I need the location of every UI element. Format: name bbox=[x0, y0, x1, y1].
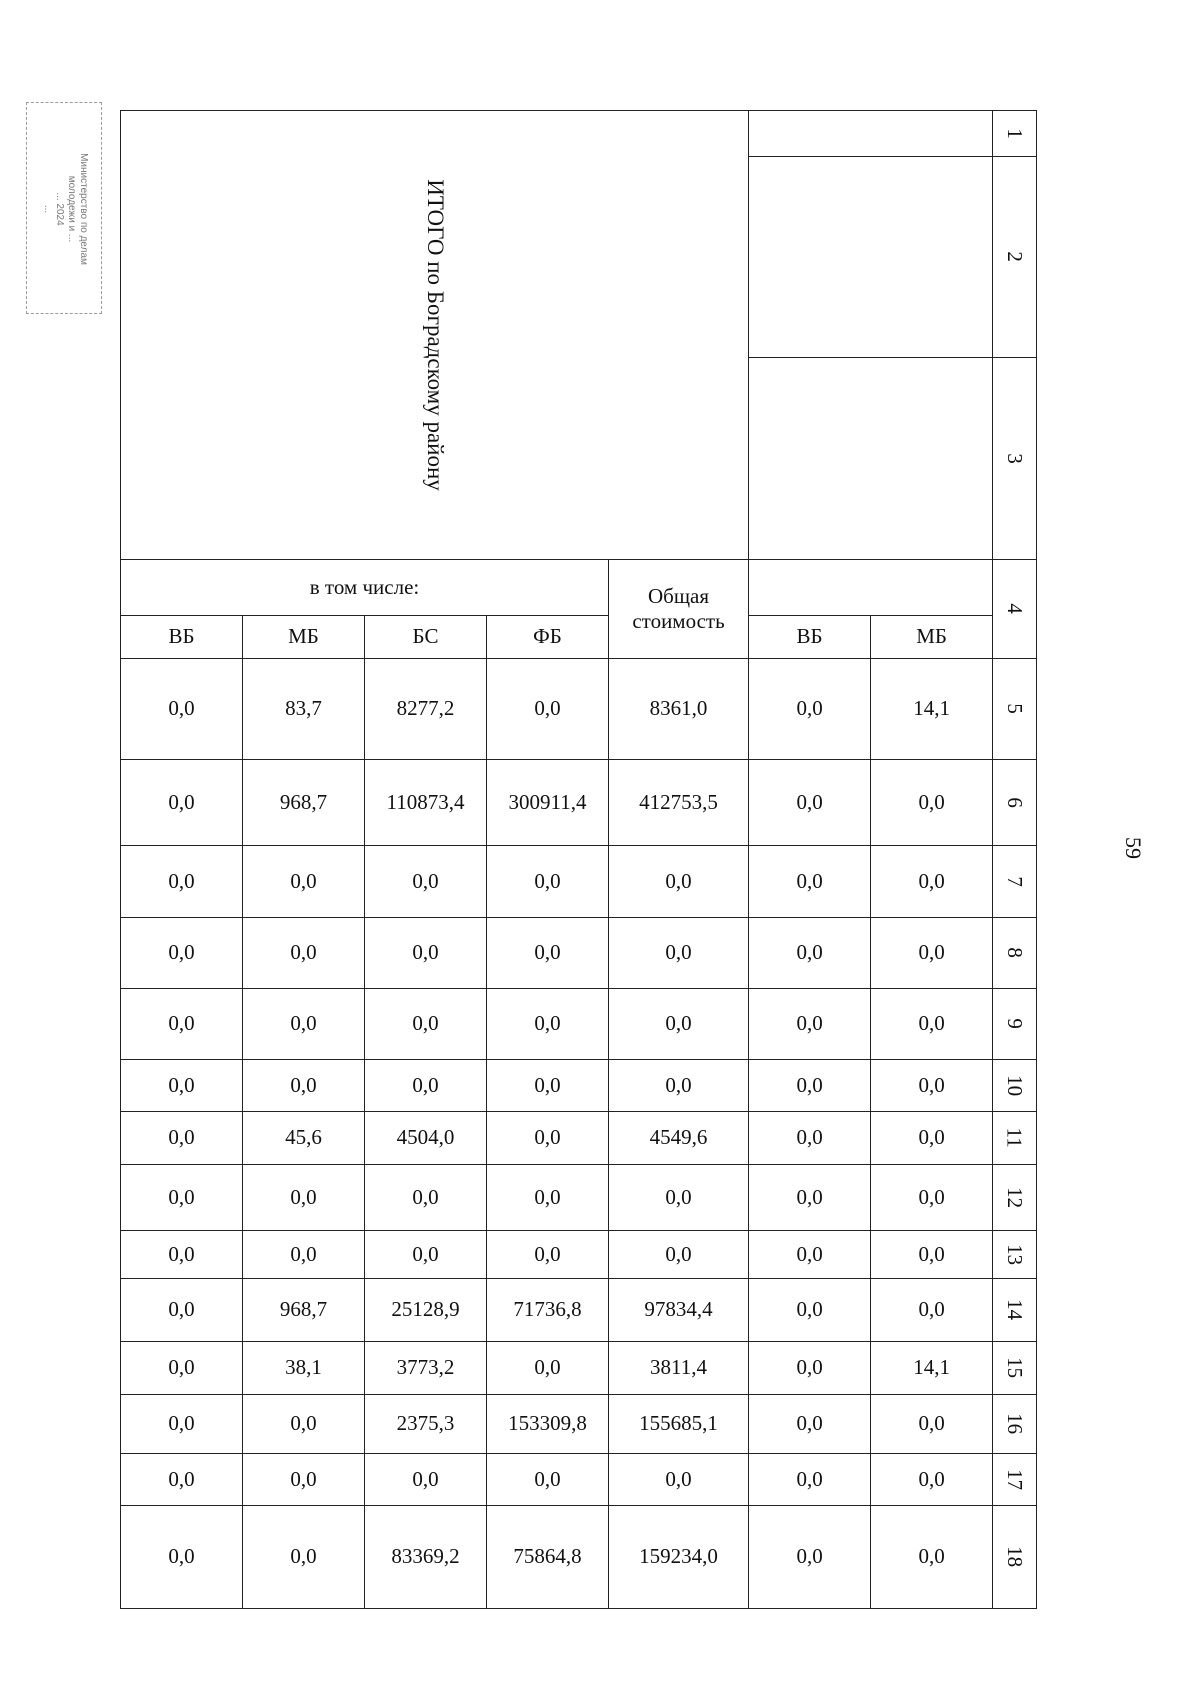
cell-vb: 0,0 bbox=[121, 1506, 243, 1609]
cell-vb: 0,0 bbox=[121, 1231, 243, 1279]
cell-mb2: 14,1 bbox=[871, 1342, 993, 1395]
row-number-cell bbox=[993, 1165, 1037, 1231]
cell-vb2: 0,0 bbox=[749, 846, 871, 918]
table-row bbox=[121, 918, 1037, 989]
cell-vb2: 0,0 bbox=[749, 989, 871, 1060]
row-number-cell bbox=[993, 1060, 1037, 1112]
table-row bbox=[121, 1165, 1037, 1231]
row-number-cell bbox=[993, 1279, 1037, 1342]
cell-total: 0,0 bbox=[609, 1454, 749, 1506]
row-number-cell bbox=[993, 358, 1037, 560]
cell-bs: 8277,2 bbox=[365, 659, 487, 760]
header-blank-cell bbox=[749, 157, 993, 358]
title-cell bbox=[121, 111, 749, 560]
cell-fb: 0,0 bbox=[487, 846, 609, 918]
cell-total: 0,0 bbox=[609, 918, 749, 989]
table-row bbox=[121, 1279, 1037, 1342]
row-number-cell bbox=[993, 846, 1037, 918]
cell-mb2: 0,0 bbox=[871, 846, 993, 918]
cell-vb: 0,0 bbox=[121, 989, 243, 1060]
cell-bs: 3773,2 bbox=[365, 1342, 487, 1395]
row-number: 12 bbox=[1003, 1187, 1028, 1208]
cell-vb2: 0,0 bbox=[749, 1060, 871, 1112]
cell-vb: 0,0 bbox=[121, 760, 243, 846]
row-number-cell bbox=[993, 111, 1037, 157]
row-number: 17 bbox=[1003, 1469, 1028, 1490]
cell-mb: 0,0 bbox=[243, 1165, 365, 1231]
cell-mb2: 14,1 bbox=[871, 659, 993, 760]
cell-total: 0,0 bbox=[609, 1060, 749, 1112]
table-row bbox=[121, 1231, 1037, 1279]
cell-vb2: 0,0 bbox=[749, 1112, 871, 1165]
cell-mb: 0,0 bbox=[243, 1454, 365, 1506]
cell-vb2: 0,0 bbox=[749, 1342, 871, 1395]
column-header-vb: ВБ bbox=[121, 616, 243, 659]
column-header-mb-right: МБ bbox=[871, 616, 993, 659]
cell-mb2: 0,0 bbox=[871, 1506, 993, 1609]
cell-fb: 300911,4 bbox=[487, 760, 609, 846]
table-row bbox=[121, 1395, 1037, 1454]
cell-total: 412753,5 bbox=[609, 760, 749, 846]
cell-bs: 25128,9 bbox=[365, 1279, 487, 1342]
cell-bs: 0,0 bbox=[365, 1231, 487, 1279]
cell-total: 3811,4 bbox=[609, 1342, 749, 1395]
cell-vb2: 0,0 bbox=[749, 659, 871, 760]
row-number: 9 bbox=[1003, 1018, 1028, 1030]
cell-fb: 0,0 bbox=[487, 659, 609, 760]
stamp-text bbox=[41, 103, 89, 314]
cell-vb: 0,0 bbox=[121, 846, 243, 918]
cell-mb: 0,0 bbox=[243, 1231, 365, 1279]
total-cost-header: Общая стоимость bbox=[609, 560, 749, 659]
cell-mb2: 0,0 bbox=[871, 1454, 993, 1506]
row-number-cell bbox=[993, 560, 1037, 659]
page-number: 59 bbox=[1121, 837, 1146, 859]
cell-fb: 71736,8 bbox=[487, 1279, 609, 1342]
row-number-cell bbox=[993, 1231, 1037, 1279]
table-row bbox=[121, 1506, 1037, 1609]
cell-total: 0,0 bbox=[609, 1231, 749, 1279]
cell-bs: 0,0 bbox=[365, 1060, 487, 1112]
cell-mb: 38,1 bbox=[243, 1342, 365, 1395]
cell-vb2: 0,0 bbox=[749, 1165, 871, 1231]
cell-vb2: 0,0 bbox=[749, 1454, 871, 1506]
cell-bs: 2375,3 bbox=[365, 1395, 487, 1454]
approval-stamp bbox=[26, 102, 102, 314]
row-number-cell bbox=[993, 1395, 1037, 1454]
cell-mb: 968,7 bbox=[243, 760, 365, 846]
cell-vb: 0,0 bbox=[121, 918, 243, 989]
cell-vb: 0,0 bbox=[121, 1342, 243, 1395]
cell-mb: 0,0 bbox=[243, 1060, 365, 1112]
cell-fb: 0,0 bbox=[487, 918, 609, 989]
cell-fb: 0,0 bbox=[487, 1112, 609, 1165]
cell-mb: 0,0 bbox=[243, 989, 365, 1060]
column-header-mb: МБ bbox=[243, 616, 365, 659]
row-number: 16 bbox=[1003, 1413, 1028, 1435]
table-row bbox=[121, 989, 1037, 1060]
cell-vb: 0,0 bbox=[121, 1060, 243, 1112]
cell-bs: 0,0 bbox=[365, 989, 487, 1060]
cell-vb2: 0,0 bbox=[749, 1395, 871, 1454]
cell-vb2: 0,0 bbox=[749, 760, 871, 846]
cell-mb: 0,0 bbox=[243, 918, 365, 989]
row-number: 14 bbox=[1003, 1299, 1028, 1321]
table-row bbox=[121, 1454, 1037, 1506]
stamp-line: молодежи и ... bbox=[66, 175, 77, 243]
cell-fb: 0,0 bbox=[487, 1060, 609, 1112]
cell-mb: 0,0 bbox=[243, 1395, 365, 1454]
stamp-line: ... bbox=[42, 204, 53, 214]
cell-mb: 45,6 bbox=[243, 1112, 365, 1165]
row-number-cell bbox=[993, 1342, 1037, 1395]
cell-vb: 0,0 bbox=[121, 1454, 243, 1506]
row-number: 15 bbox=[1003, 1357, 1028, 1379]
row-number-cell bbox=[993, 1506, 1037, 1609]
table-row bbox=[121, 1342, 1037, 1395]
row-number: 1 bbox=[1003, 128, 1028, 139]
cell-vb2: 0,0 bbox=[749, 1279, 871, 1342]
row-number-cell bbox=[993, 1454, 1037, 1506]
header-blank-cell bbox=[749, 111, 993, 157]
cell-bs: 110873,4 bbox=[365, 760, 487, 846]
cell-bs: 0,0 bbox=[365, 1454, 487, 1506]
cell-vb: 0,0 bbox=[121, 1279, 243, 1342]
cell-vb2: 0,0 bbox=[749, 918, 871, 989]
header-blank-cell bbox=[749, 358, 993, 560]
cell-total: 0,0 bbox=[609, 989, 749, 1060]
cell-vb: 0,0 bbox=[121, 1165, 243, 1231]
table-row bbox=[121, 1112, 1037, 1165]
stamp-line: ... 2024 bbox=[54, 192, 65, 226]
column-header-bs: БС bbox=[365, 616, 487, 659]
table-row bbox=[121, 760, 1037, 846]
row-number: 13 bbox=[1003, 1244, 1028, 1265]
cell-fb: 75864,8 bbox=[487, 1506, 609, 1609]
cell-bs: 4504,0 bbox=[365, 1112, 487, 1165]
cell-total: 0,0 bbox=[609, 846, 749, 918]
row-number: 8 bbox=[1003, 947, 1028, 959]
cell-vb2: 0,0 bbox=[749, 1231, 871, 1279]
column-header-fb: ФБ bbox=[487, 616, 609, 659]
cell-total: 8361,0 bbox=[609, 659, 749, 760]
column-header-vb-right: ВБ bbox=[749, 616, 871, 659]
cell-total: 155685,1 bbox=[609, 1395, 749, 1454]
cell-fb: 0,0 bbox=[487, 1454, 609, 1506]
cell-mb2: 0,0 bbox=[871, 1060, 993, 1112]
cell-vb: 0,0 bbox=[121, 659, 243, 760]
cell-mb2: 0,0 bbox=[871, 760, 993, 846]
row-number: 18 bbox=[1003, 1546, 1028, 1568]
cell-mb2: 0,0 bbox=[871, 1279, 993, 1342]
row-number-cell bbox=[993, 157, 1037, 358]
row-number: 4 bbox=[1003, 603, 1028, 615]
row-number: 6 bbox=[1003, 797, 1028, 808]
row-number-cell bbox=[993, 659, 1037, 760]
cell-mb2: 0,0 bbox=[871, 989, 993, 1060]
cell-mb: 0,0 bbox=[243, 1506, 365, 1609]
row-number-cell bbox=[993, 989, 1037, 1060]
cell-fb: 0,0 bbox=[487, 989, 609, 1060]
cell-mb: 83,7 bbox=[243, 659, 365, 760]
row-number: 2 bbox=[1003, 251, 1028, 263]
cell-fb: 153309,8 bbox=[487, 1395, 609, 1454]
row-number-cell bbox=[993, 1112, 1037, 1165]
cell-vb2: 0,0 bbox=[749, 1506, 871, 1609]
cell-mb2: 0,0 bbox=[871, 1395, 993, 1454]
cell-fb: 0,0 bbox=[487, 1342, 609, 1395]
row-number-cell bbox=[993, 760, 1037, 846]
budget-table bbox=[120, 110, 1037, 1609]
table-row bbox=[121, 1060, 1037, 1112]
cell-fb: 0,0 bbox=[487, 1165, 609, 1231]
cell-total: 159234,0 bbox=[609, 1506, 749, 1609]
cell-vb: 0,0 bbox=[121, 1395, 243, 1454]
cell-bs: 0,0 bbox=[365, 846, 487, 918]
table-row bbox=[121, 846, 1037, 918]
row-number: 5 bbox=[1003, 703, 1028, 715]
cell-total: 0,0 bbox=[609, 1165, 749, 1231]
row-number: 11 bbox=[1003, 1127, 1028, 1149]
cell-mb2: 0,0 bbox=[871, 1165, 993, 1231]
row-number: 7 bbox=[1003, 876, 1028, 887]
row-number-cell bbox=[993, 918, 1037, 989]
cell-mb: 968,7 bbox=[243, 1279, 365, 1342]
cell-mb2: 0,0 bbox=[871, 1112, 993, 1165]
table-title: ИТОГО по Боградскому району bbox=[422, 179, 448, 491]
stamp-line: Министерство по делам bbox=[78, 153, 89, 265]
header-blank-cell bbox=[749, 560, 993, 616]
row-number: 3 bbox=[1003, 453, 1028, 464]
cell-bs: 83369,2 bbox=[365, 1506, 487, 1609]
cell-vb: 0,0 bbox=[121, 1112, 243, 1165]
table-row bbox=[121, 659, 1037, 760]
row-number: 10 bbox=[1003, 1075, 1028, 1096]
cell-mb: 0,0 bbox=[243, 846, 365, 918]
cell-mb2: 0,0 bbox=[871, 1231, 993, 1279]
cell-fb: 0,0 bbox=[487, 1231, 609, 1279]
cell-bs: 0,0 bbox=[365, 1165, 487, 1231]
in-total-header: в том числе: bbox=[121, 560, 609, 616]
cell-mb2: 0,0 bbox=[871, 918, 993, 989]
cell-total: 4549,6 bbox=[609, 1112, 749, 1165]
cell-bs: 0,0 bbox=[365, 918, 487, 989]
cell-total: 97834,4 bbox=[609, 1279, 749, 1342]
